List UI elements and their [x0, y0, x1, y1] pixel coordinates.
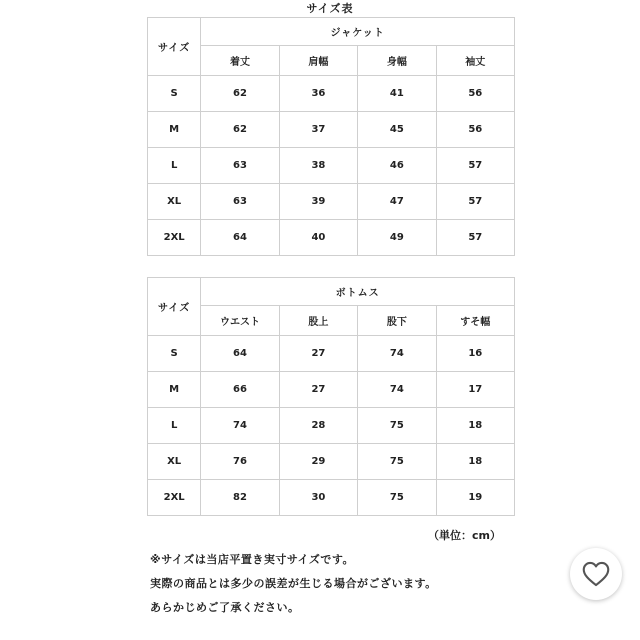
value-cell: 39	[279, 184, 357, 220]
value-cell: 37	[279, 112, 357, 148]
note-line: 実際の商品とは多少の誤差が生じる場合がございます。	[150, 577, 437, 590]
size-cell: XL	[148, 184, 201, 220]
value-cell: 18	[436, 408, 514, 444]
value-cell: 47	[358, 184, 436, 220]
value-cell: 74	[201, 408, 279, 444]
column-header: 着丈	[201, 46, 279, 76]
value-cell: 38	[279, 148, 357, 184]
size-chart-title: サイズ表	[306, 2, 354, 15]
value-cell: 29	[279, 444, 357, 480]
size-cell: 2XL	[148, 220, 201, 256]
table-row	[148, 220, 515, 256]
value-cell: 63	[201, 184, 279, 220]
value-cell: 66	[201, 372, 279, 408]
value-cell: 41	[358, 76, 436, 112]
column-header: すそ幅	[436, 306, 514, 336]
value-cell: 64	[201, 220, 279, 256]
value-cell: 57	[436, 148, 514, 184]
table-row	[148, 148, 515, 184]
jacket-size-table	[147, 17, 515, 256]
value-cell: 27	[279, 372, 357, 408]
value-cell: 76	[201, 444, 279, 480]
value-cell: 64	[201, 336, 279, 372]
table-row	[148, 480, 515, 516]
value-cell: 56	[436, 76, 514, 112]
note-line: ※サイズは当店平置き実寸サイズです。	[150, 553, 355, 566]
table-row	[148, 408, 515, 444]
value-cell: 82	[201, 480, 279, 516]
table-row	[148, 112, 515, 148]
size-cell: L	[148, 148, 201, 184]
size-cell: XL	[148, 444, 201, 480]
size-cell: M	[148, 112, 201, 148]
value-cell: 18	[436, 444, 514, 480]
value-cell: 28	[279, 408, 357, 444]
value-cell: 16	[436, 336, 514, 372]
value-cell: 46	[358, 148, 436, 184]
bottoms-size-table	[147, 277, 515, 516]
value-cell: 19	[436, 480, 514, 516]
value-cell: 36	[279, 76, 357, 112]
jacket-group-header: ジャケット	[201, 18, 515, 46]
value-cell: 49	[358, 220, 436, 256]
size-cell: S	[148, 336, 201, 372]
table-row	[148, 76, 515, 112]
value-cell: 62	[201, 112, 279, 148]
size-cell: 2XL	[148, 480, 201, 516]
column-header: 股下	[358, 306, 436, 336]
column-header: 肩幅	[279, 46, 357, 76]
value-cell: 75	[358, 444, 436, 480]
value-cell: 57	[436, 184, 514, 220]
value-cell: 62	[201, 76, 279, 112]
table-row	[148, 184, 515, 220]
size-cell: L	[148, 408, 201, 444]
value-cell: 45	[358, 112, 436, 148]
value-cell: 75	[358, 408, 436, 444]
table-row	[148, 372, 515, 408]
value-cell: 30	[279, 480, 357, 516]
column-header: 身幅	[358, 46, 436, 76]
value-cell: 56	[436, 112, 514, 148]
size-column-header: サイズ	[148, 278, 201, 336]
value-cell: 75	[358, 480, 436, 516]
unit-note: （単位：cm）	[428, 529, 501, 542]
size-cell: M	[148, 372, 201, 408]
favorite-button[interactable]	[570, 548, 622, 600]
table-row	[148, 336, 515, 372]
bottoms-group-header: ボトムス	[201, 278, 515, 306]
column-header: ウエスト	[201, 306, 279, 336]
column-header: 袖丈	[436, 46, 514, 76]
value-cell: 27	[279, 336, 357, 372]
note-line: あらかじめご了承ください。	[150, 601, 300, 614]
heart-outline-icon	[582, 561, 610, 587]
value-cell: 17	[436, 372, 514, 408]
value-cell: 74	[358, 372, 436, 408]
column-header: 股上	[279, 306, 357, 336]
value-cell: 63	[201, 148, 279, 184]
size-cell: S	[148, 76, 201, 112]
size-column-header: サイズ	[148, 18, 201, 76]
table-row	[148, 444, 515, 480]
value-cell: 40	[279, 220, 357, 256]
value-cell: 57	[436, 220, 514, 256]
value-cell: 74	[358, 336, 436, 372]
